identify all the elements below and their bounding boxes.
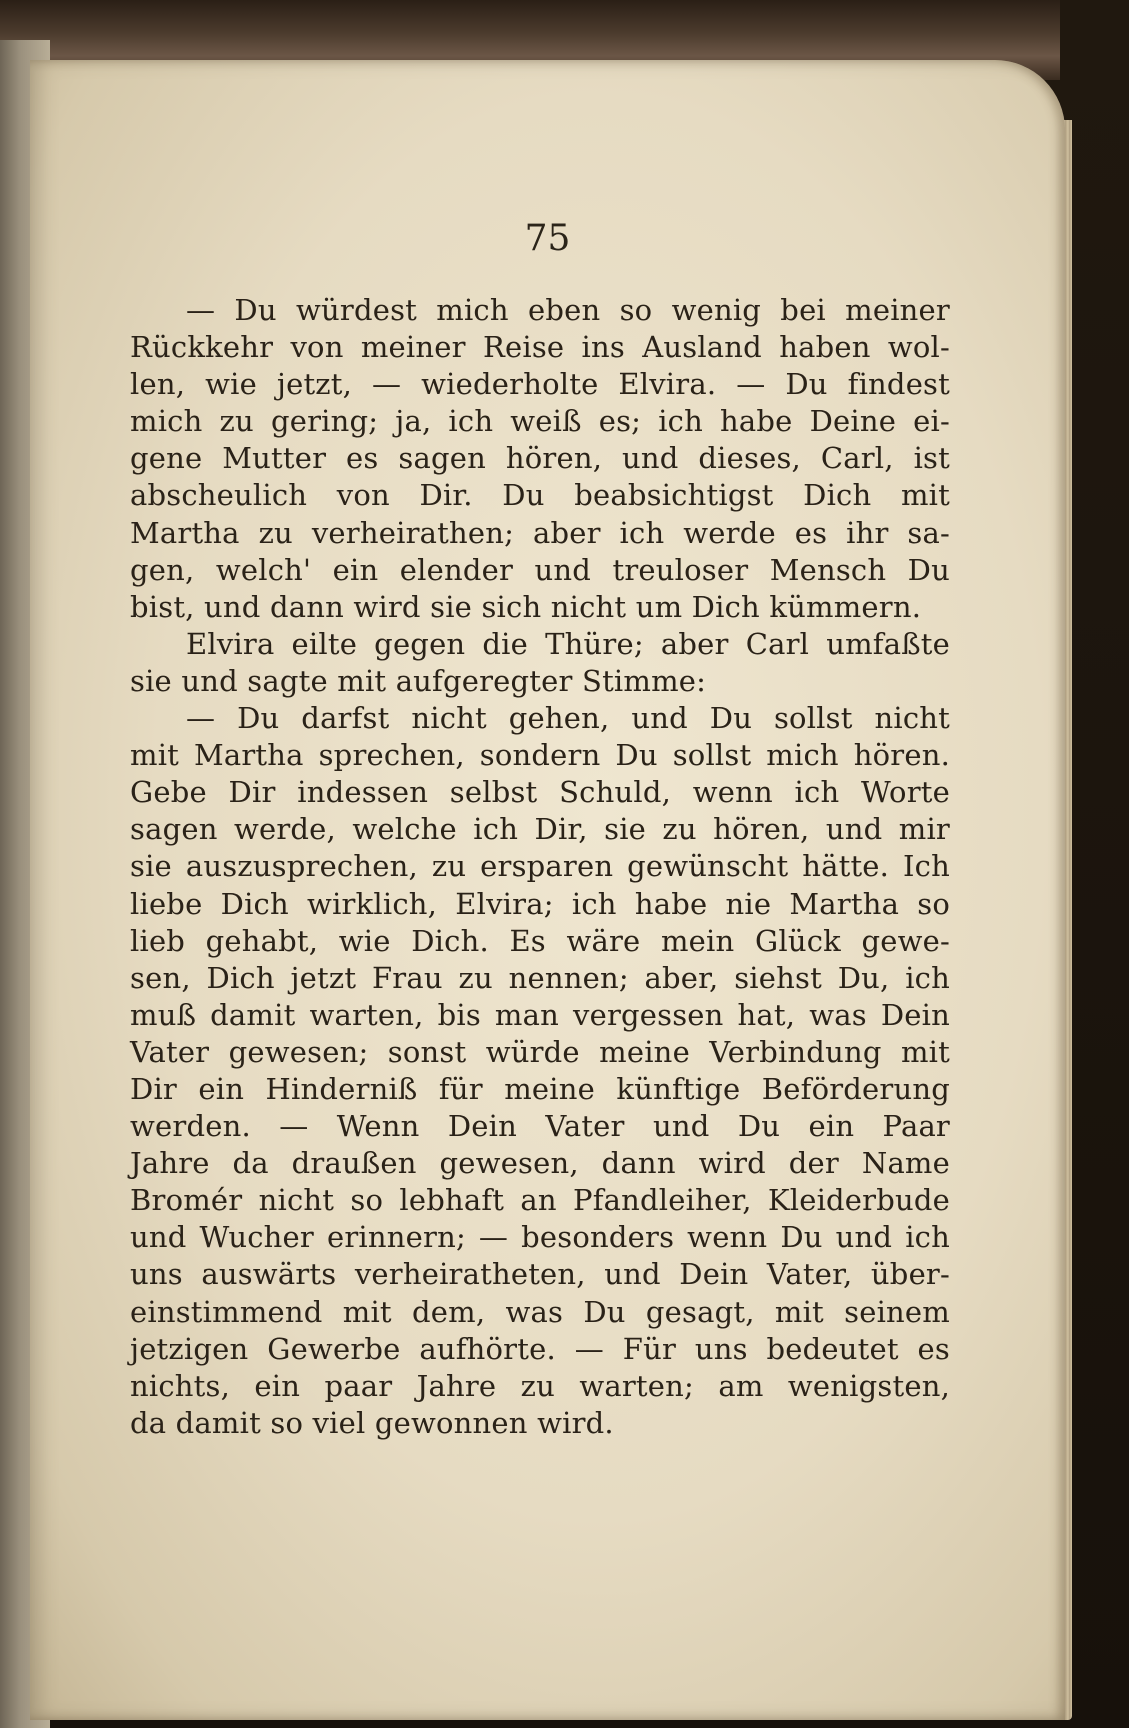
text-line: sen, Dich jetzt Frau zu nennen; aber, siehst Du, ich <box>130 960 950 995</box>
text-line: einstimmend mit dem, was Du gesagt, mit seinem <box>130 1294 950 1329</box>
text-line: mit Martha sprechen, sondern Du sollst mich hören. <box>130 738 950 773</box>
book-page <box>30 60 1065 1720</box>
text-line: lieb gehabt, wie Dich. Es wäre mein Glück gewe- <box>130 923 950 958</box>
text-line: werden. — Wenn Dein Vater und Du ein Paar <box>130 1109 950 1144</box>
text-line: sie auszusprechen, zu ersparen gewünscht hätte. Ich <box>130 849 950 884</box>
text-line: Jahre da draußen gewesen, dann wird der Name <box>130 1146 950 1181</box>
text-line: Dir ein Hinderniß für meine künftige Beförderung <box>130 1071 950 1106</box>
text-line: abscheulich von Dir. Du beabsichtigst Dich mit <box>130 478 950 513</box>
text-line: mich zu gering; ja, ich weiß es; ich habe Deine ei- <box>130 404 950 439</box>
text-line: und Wucher erinnern; — besonders wenn Du und ich <box>130 1220 950 1255</box>
text-line: sie und sagte mit aufgeregter Stimme: <box>130 663 707 698</box>
text-line: Martha zu verheirathen; aber ich werde es ihr sa- <box>130 515 950 550</box>
text-line: Bromér nicht so lebhaft an Pfandleiher, Kleiderbude <box>130 1183 950 1218</box>
text-line: liebe Dich wirklich, Elvira; ich habe nie Martha so <box>130 886 950 921</box>
text-line: Elvira eilte gegen die Thüre; aber Carl umfaßte <box>186 626 950 661</box>
body-text <box>130 292 950 1442</box>
text-line: — Du darfst nicht gehen, und Du sollst nicht <box>186 701 950 736</box>
text-line: da damit so viel gewonnen wird. <box>130 1405 614 1440</box>
text-line: Rückkehr von meiner Reise ins Ausland haben wol- <box>130 330 950 365</box>
text-line: gen, welch' ein elender und treuloser Mensch Du <box>130 552 950 587</box>
page-number: 75 <box>524 218 571 259</box>
text-line: — Du würdest mich eben so wenig bei meiner <box>186 293 950 327</box>
text-line: uns auswärts verheiratheten, und Dein Vater, über- <box>130 1257 950 1292</box>
text-line: bist, und dann wird sie sich nicht um Dich kümmern. <box>130 589 922 624</box>
text-line: Gebe Dir indessen selbst Schuld, wenn ich Worte <box>130 775 950 810</box>
text-line: nichts, ein paar Jahre zu warten; am wenigsten, <box>130 1368 950 1403</box>
text-line: muß damit warten, bis man vergessen hat, was Dein <box>130 997 950 1032</box>
text-line: sagen werde, welche ich Dir, sie zu hören, und mir <box>130 812 950 847</box>
text-line: len, wie jetzt, — wiederholte Elvira. — Du findest <box>130 367 950 402</box>
text-line: jetzigen Gewerbe aufhörte. — Für uns bedeutet es <box>130 1331 950 1366</box>
text-line: Vater gewesen; sonst würde meine Verbindung mit <box>130 1034 950 1069</box>
text-line: gene Mutter es sagen hören, und dieses, Carl, ist <box>130 441 950 476</box>
